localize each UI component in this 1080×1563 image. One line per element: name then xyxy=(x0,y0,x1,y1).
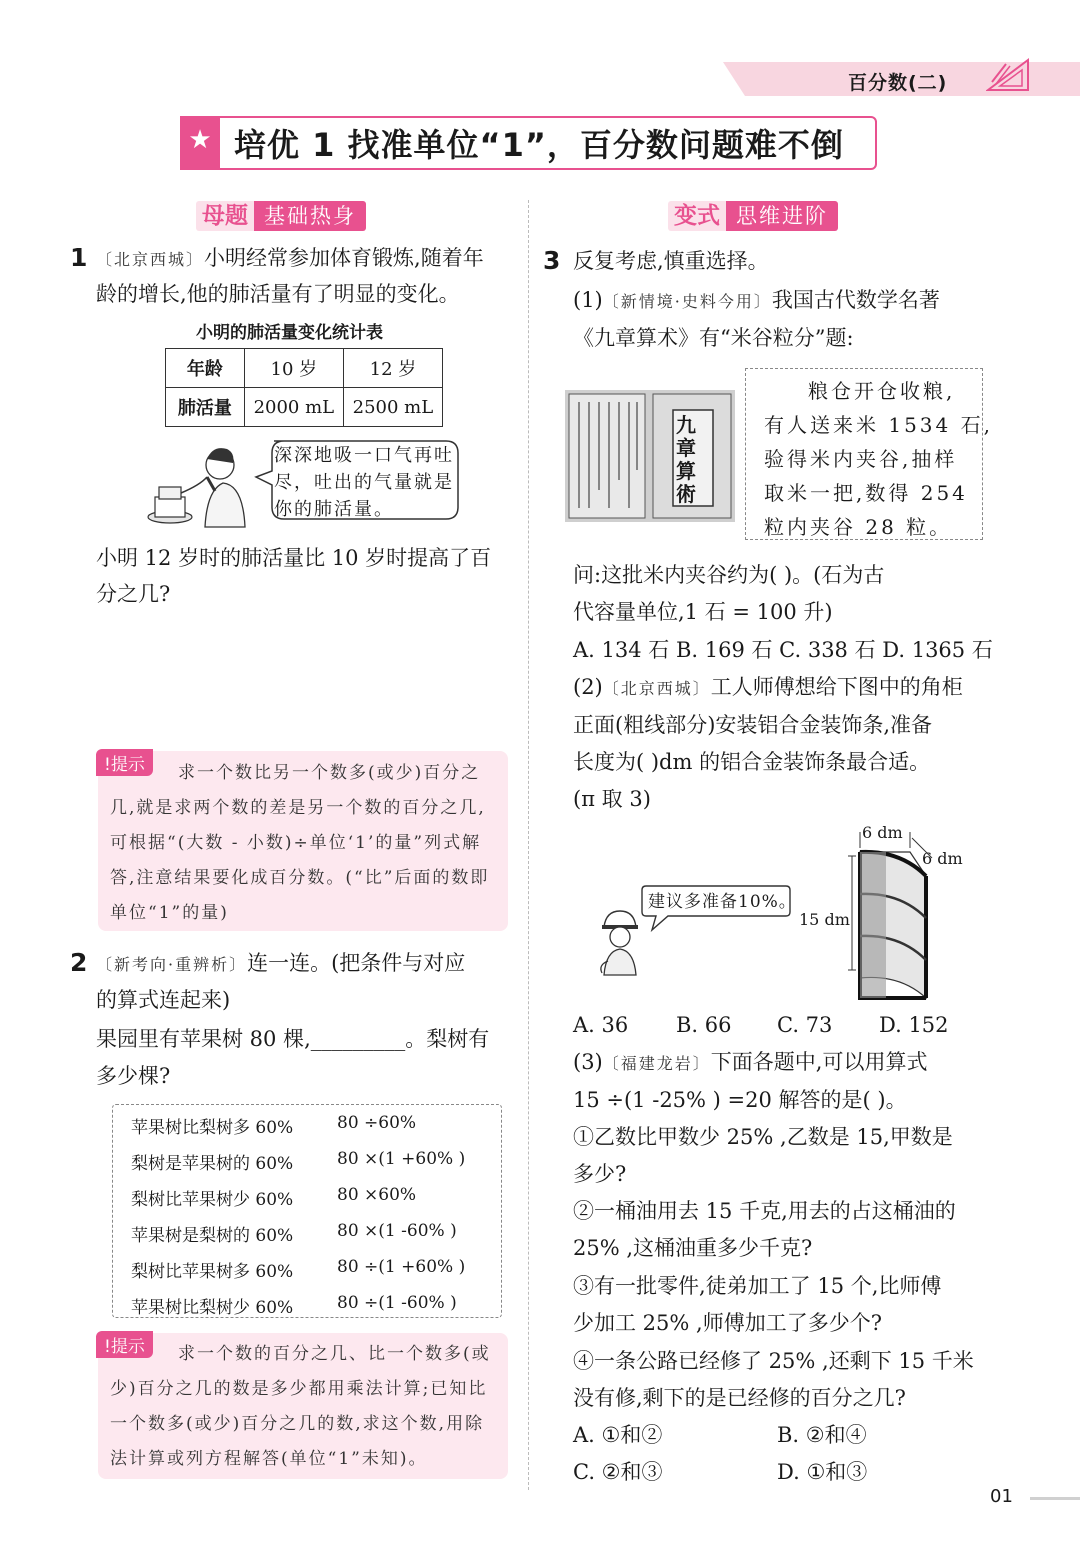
part-label: (1) xyxy=(573,288,603,312)
q3-text: 工人师傅想给下图中的角柜 xyxy=(710,675,963,699)
q3-p1-line1 xyxy=(573,282,940,320)
q3-p2-option[interactable]: D. 152 xyxy=(879,1013,949,1037)
tip-line: 一个数多(或少)百分之几的数,求这个数,用除 xyxy=(110,1414,485,1434)
q2-line2: 的算式连起来) xyxy=(96,988,231,1012)
poem-line: 验得米内夹谷,抽样 xyxy=(764,447,958,471)
section-star-badge xyxy=(180,116,220,170)
q2-line3: 果园里有苹果树 80 棵,_________。梨树有 xyxy=(96,1027,490,1051)
q3-p1-line2: 《九章算术》有“米谷粒分”题: xyxy=(573,326,854,350)
condition-item[interactable]: 梨树比苹果树多 60% xyxy=(131,1262,294,1282)
dimension-label-top: 6 dm xyxy=(862,823,903,842)
tip-line: 求一个数的百分之几、比一个数多(或 xyxy=(178,1344,491,1364)
tip-line: 几,就是求两个数的差是另一个数的百分之几, xyxy=(110,798,486,818)
q3-item-line: 没有修,剩下的是已经修的百分之几? xyxy=(573,1386,906,1410)
question-number: 1 xyxy=(70,243,88,272)
section-title: 培优 1 找准单位“1”，百分数问题难不倒 xyxy=(234,126,844,164)
source-tag: 〔北京西城〕 xyxy=(96,250,205,269)
poem-line: 有人送来米 1534 石, xyxy=(764,413,993,437)
q3-p1-options[interactable]: A. 134 石 B. 169 石 C. 338 石 D. 1365 石 xyxy=(573,638,993,662)
table-header-cell: 肺活量 xyxy=(166,388,245,427)
q3-item-line: 25% ,这桶油重多少千克? xyxy=(573,1236,813,1260)
table-cell: 2000 mL xyxy=(244,388,343,427)
q3-p2-line4: (π 取 3) xyxy=(573,787,651,811)
pill-sub: 思维进阶 xyxy=(726,201,838,231)
dimension-label-left: 15 dm xyxy=(799,910,850,929)
q3-p3-option[interactable]: B. ②和④ xyxy=(777,1423,867,1447)
q3-p2-option[interactable]: A. 36 xyxy=(573,1013,629,1037)
q1-ask1: 小明 12 岁时的肺活量比 10 岁时提高了百 xyxy=(96,546,492,570)
star-icon: ★ xyxy=(188,125,212,155)
tip-line: 可根据“(大数 - 小数)÷单位‘1’的量”列式解 xyxy=(110,833,482,853)
q3-p3-line2: 15 ÷(1 -25% ) =20 解答的是( )。 xyxy=(573,1088,907,1112)
q3-p2-line1 xyxy=(573,669,963,707)
book-title-label: 九章算術 xyxy=(676,413,696,506)
q1-line1 xyxy=(96,240,484,278)
table-title: 小明的肺活量变化统计表 xyxy=(196,323,383,343)
condition-item[interactable]: 梨树比苹果树少 60% xyxy=(131,1190,294,1210)
table-row xyxy=(166,349,443,388)
pill-main: 变式 xyxy=(668,201,726,231)
formula-item[interactable]: 80 ×(1 +60% ) xyxy=(337,1149,466,1169)
formula-item[interactable]: 80 ÷(1 -60% ) xyxy=(337,1293,457,1313)
matching-box xyxy=(112,1104,502,1318)
part-label: (2) xyxy=(573,675,603,699)
poem-line: 粒内夹谷 28 粒。 xyxy=(764,515,953,539)
q3-p2-option[interactable]: B. 66 xyxy=(676,1013,732,1037)
chapter-title: 百分数(二) xyxy=(848,72,948,94)
poem-line: 粮仓开仓收粮, xyxy=(808,379,956,403)
source-tag: 〔新考向·重辨析〕 xyxy=(96,955,248,974)
q2-line4: 多少棵? xyxy=(96,1064,171,1088)
dimension-label-right: 6 dm xyxy=(922,849,963,868)
bubble-line: 你的肺活量。 xyxy=(274,499,394,520)
q2-line1 xyxy=(96,945,465,983)
condition-item[interactable]: 梨树是苹果树的 60% xyxy=(131,1154,294,1174)
condition-item[interactable]: 苹果树是梨树的 60% xyxy=(131,1226,294,1246)
tip-line: 求一个数比另一个数多(或少)百分之 xyxy=(178,763,481,783)
condition-item[interactable]: 苹果树比梨树多 60% xyxy=(131,1118,294,1138)
question-number: 3 xyxy=(543,246,561,275)
tip-line: 答,注意结果要化成百分数。(“比”后面的数即 xyxy=(110,868,490,888)
q3-p1-ask1: 问:这批米内夹谷约为( )。(石为古 xyxy=(573,563,885,587)
formula-item[interactable]: 80 ×60% xyxy=(337,1185,417,1205)
question-number: 2 xyxy=(70,948,88,977)
source-tag: 〔福建龙岩〕 xyxy=(602,1054,711,1073)
q3-text: 我国古代数学名著 xyxy=(771,288,940,312)
q2-text: 连一连。(把条件与对应 xyxy=(247,951,466,975)
boy-blowing-spirometer-illustration xyxy=(145,435,260,530)
page-number: 01 xyxy=(990,1486,1013,1507)
poem-box xyxy=(745,368,993,540)
q1-line2: 龄的增长,他的肺活量有了明显的变化。 xyxy=(96,282,460,306)
poem-line: 取米一把,数得 254 xyxy=(764,481,968,505)
lung-capacity-table xyxy=(165,348,443,427)
right-column-pill xyxy=(668,200,838,232)
q3-item-line: 少加工 25% ,师傅加工了多少个? xyxy=(573,1311,882,1335)
part-label: (3) xyxy=(573,1050,603,1074)
table-header-cell: 年龄 xyxy=(166,349,245,388)
q3-p2-line3: 长度为( )dm 的铝合金装饰条最合适。 xyxy=(573,750,931,774)
pill-main: 母题 xyxy=(196,201,254,231)
q3-p2-line2: 正面(粗线部分)安装铝合金装饰条,准备 xyxy=(573,713,933,737)
q3-item-line: ②一桶油用去 15 千克,用去的占这桶油的 xyxy=(573,1199,956,1223)
speech-bubble-text xyxy=(274,442,454,523)
column-divider xyxy=(528,200,529,1490)
table-cell: 10 岁 xyxy=(244,349,343,388)
worker-bubble-text: 建议多准备10%。 xyxy=(648,892,797,912)
tip-line: 少)百分之几的数是多少都用乘法计算;已知比 xyxy=(110,1379,488,1399)
bubble-line: 尽，吐出的气量就是 xyxy=(274,472,454,493)
tip-badge: !提示 xyxy=(96,1331,153,1358)
tip-badge: !提示 xyxy=(96,749,153,776)
source-tag: 〔新情境·史料今用〕 xyxy=(602,292,772,311)
page-number-rule xyxy=(1030,1497,1080,1500)
pill-sub: 基础热身 xyxy=(254,201,366,231)
q3-intro: 反复考虑,慎重选择。 xyxy=(573,249,769,273)
tip-line: 单位“1”的量) xyxy=(110,903,229,923)
source-tag: 〔北京西城〕 xyxy=(602,679,711,698)
q3-p1-ask2: 代容量单位,1 石 = 100 升) xyxy=(573,600,833,624)
tip-line: 法计算或列方程解答(单位“1”未知)。 xyxy=(110,1449,428,1469)
q3-p2-option[interactable]: C. 73 xyxy=(777,1013,833,1037)
table-cell: 2500 mL xyxy=(343,388,442,427)
tip-box xyxy=(98,1333,508,1479)
ancient-book-photo xyxy=(565,390,735,522)
formula-item[interactable]: 80 ×(1 -60% ) xyxy=(337,1221,457,1241)
formula-item[interactable]: 80 ÷60% xyxy=(337,1113,417,1133)
table-row xyxy=(166,388,443,427)
q3-text: 下面各题中,可以用算式 xyxy=(710,1050,928,1074)
bubble-line: 深深地吸一口气再吐 xyxy=(274,445,454,466)
formula-item[interactable]: 80 ÷(1 +60% ) xyxy=(337,1257,466,1277)
q3-item-line: 多少? xyxy=(573,1162,627,1186)
q3-p3-option[interactable]: C. ②和③ xyxy=(573,1460,663,1484)
q3-p3-option[interactable]: A. ①和② xyxy=(573,1423,663,1447)
left-column-pill xyxy=(196,200,366,232)
q1-text: 小明经常参加体育锻炼,随着年 xyxy=(204,246,484,270)
ruler-triangle-icon xyxy=(986,58,1030,92)
q3-item-line: ④一条公路已经修了 25% ,还剩下 15 千米 xyxy=(573,1349,974,1373)
condition-item[interactable]: 苹果树比梨树少 60% xyxy=(131,1298,294,1318)
q1-ask2: 分之几? xyxy=(96,582,171,606)
tip-box xyxy=(98,751,508,931)
table-cell: 12 岁 xyxy=(343,349,442,388)
q3-p3-option[interactable]: D. ①和③ xyxy=(777,1460,868,1484)
q3-item-line: ③有一批零件,徒弟加工了 15 个,比师傅 xyxy=(573,1274,942,1298)
q3-p3-line1 xyxy=(573,1044,927,1082)
q3-item-line: ①乙数比甲数少 25% ,乙数是 15,甲数是 xyxy=(573,1125,953,1149)
